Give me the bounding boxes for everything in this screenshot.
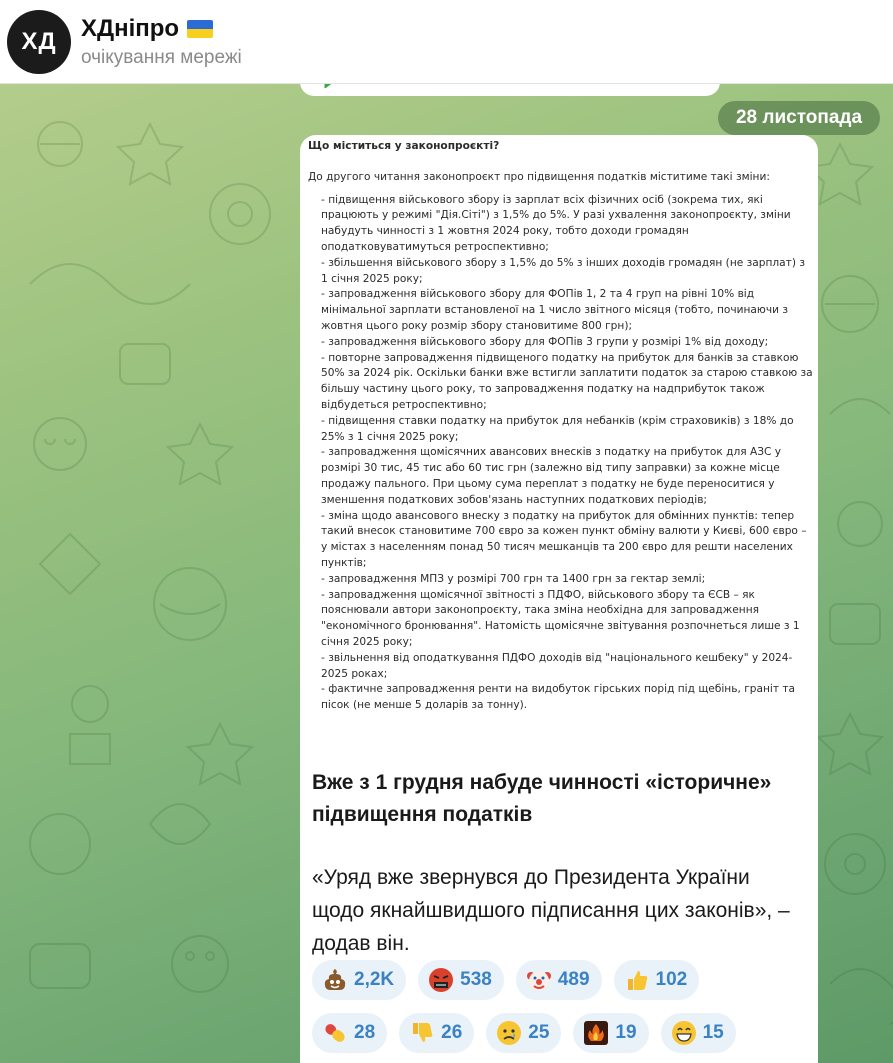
reaction-swearing[interactable] (418, 960, 504, 1000)
reaction-crying[interactable] (486, 1013, 561, 1053)
swearing-face-emoji-icon (428, 967, 454, 993)
document-list-item: - запровадження щомісячних авансових внесків з податку на прибуток для АЗС у розмірі 30 тис, 45 тис або 60 тис грн (залежно від типу заправки) за кожне місце продажу пального. При цьому сума переплат з податку не буде переноситися у зменшення податкових зобов'язань наступних податкових періодів; (321, 446, 782, 506)
reaction-count: 28 (354, 1022, 376, 1043)
thumbs-down-emoji-icon (409, 1020, 435, 1046)
reaction-count: 25 (528, 1022, 550, 1043)
ukraine-flag-icon (187, 20, 213, 38)
document-list-item: - запровадження військового збору для ФОПів 1, 2 та 4 груп на рівні 10% від мінімальної зарплати встановленої на 1 число звітного місяця (тобто, починаючи з жовтня цього року розмір збору становитиме 800 грн); (321, 288, 788, 332)
grinning-face-emoji-icon (671, 1020, 697, 1046)
reaction-fire-sticker[interactable] (573, 1013, 648, 1053)
message-headline: Вже з 1 грудня набуде чинності «історичне» підвищення податків (312, 771, 772, 826)
clown-face-emoji-icon (526, 967, 552, 993)
channel-status: очікування мережі (81, 46, 242, 68)
reaction-count: 26 (441, 1022, 463, 1043)
document-list-item: - збільшення військового збору з 1,5% до 5% з інших доходів громадян (не зарплат) з 1 січня 2025 року; (321, 256, 805, 285)
chat-header[interactable] (0, 0, 893, 84)
document-list-item: - зміна щодо авансового внеску з податку на прибуток для обмінних пунктів: тепер такий внесок становитиме 700 євро за кожен пункт обміну валюти у Києві, 600 євро – у містах з населенням понад 50 тисяч мешканців та 200 євро для решти населених пунктів; (321, 509, 807, 569)
reaction-count: 102 (655, 969, 688, 990)
document-list-item: - запровадження військового збору для ФОПів 3 групи у розмірі 1% від доходу; (321, 335, 769, 348)
document-list-item: - повторне запровадження підвищеного податку на прибуток для банків за ставкою 50% за 2024 рік. Оскільки банки вже встигли заплатити податок за старою ставкою за більшу частину цього року, то запровадження податку на надприбуток також відбудеться ретроспективно; (321, 351, 813, 411)
reaction-count: 538 (460, 969, 492, 990)
avatar-initials: ХД (21, 27, 57, 55)
poop-emoji-icon (322, 967, 348, 993)
reaction-count: 19 (615, 1022, 637, 1043)
reaction-poop[interactable] (312, 960, 406, 1000)
document-list-item: - підвищення військового збору із зарплат всіх фізичних осіб (зокрема тих, які працюють у режимі "Дія.Сіті") з 1,5% до 5%. У разі ухвалення законопроєкту, зміни набудуть чинності з 1 жовтня 2024 року, тобто доходи громадян оподатковуватимуться ретроспективно; (321, 193, 791, 253)
document-list-item: - запровадження МПЗ у розмірі 700 грн та 1400 грн за гектар землі; (321, 572, 706, 585)
channel-info[interactable] (81, 15, 242, 69)
pill-emoji-icon (322, 1020, 348, 1046)
message-quote: «Уряд вже звернувся до Президента України щодо якнайшвидшого підписання цих законів», – додав він. (312, 866, 790, 955)
document-list-item: - запровадження щомісячної звітності з ПДФО, військового збору та ЄСВ – як пояснювали автори законопроєкту, така зміна необхідна для запровадження "економічного бронювання". Натомість щомісячне звітування розпочнеться лише з 1 січня 2025 року; (321, 588, 800, 648)
document-list-item: - звільнення від оподаткування ПДФО доходів від "національного кешбеку" у 2024-2025 роках; (321, 651, 793, 680)
message-bubble[interactable] (300, 135, 818, 1063)
reaction-count: 2,2K (354, 969, 395, 990)
document-screenshot (308, 139, 814, 714)
document-list-item: - фактичне запровадження ренти на видобуток гірських порід під щебінь, граніт та пісок (не менше 5 доларів за тонну). (321, 683, 796, 712)
date-badge: 28 листопада (718, 101, 880, 135)
document-intro: До другого читання законопроєкт про підвищення податків міститиме такі зміни: (308, 170, 770, 183)
reaction-thumbs-down[interactable] (399, 1013, 474, 1053)
channel-title: ХДніпро (81, 14, 180, 42)
fire-sticker-emoji-icon (583, 1020, 609, 1046)
document-list (308, 193, 814, 714)
document-heading: Що міститься у законопроєкті? (308, 140, 500, 152)
reaction-clown[interactable] (516, 960, 602, 1000)
thumbs-up-emoji-icon (624, 967, 650, 993)
channel-avatar[interactable] (7, 10, 71, 74)
reactions-bar (312, 960, 812, 1063)
document-list-item: - підвищення ставки податку на прибуток для небанків (крім страховиків) з 18% до 25% з 1 січня 2025 року; (321, 414, 794, 443)
channel-title-row (81, 15, 242, 43)
reaction-row (312, 960, 812, 1000)
reaction-pill[interactable] (312, 1013, 387, 1053)
reaction-row (312, 1013, 812, 1053)
reaction-count: 489 (557, 969, 590, 990)
reaction-thumbs-up[interactable] (614, 960, 700, 1000)
reaction-grinning[interactable] (661, 1013, 736, 1053)
crying-face-emoji-icon (496, 1020, 522, 1046)
reaction-count: 15 (702, 1022, 724, 1043)
